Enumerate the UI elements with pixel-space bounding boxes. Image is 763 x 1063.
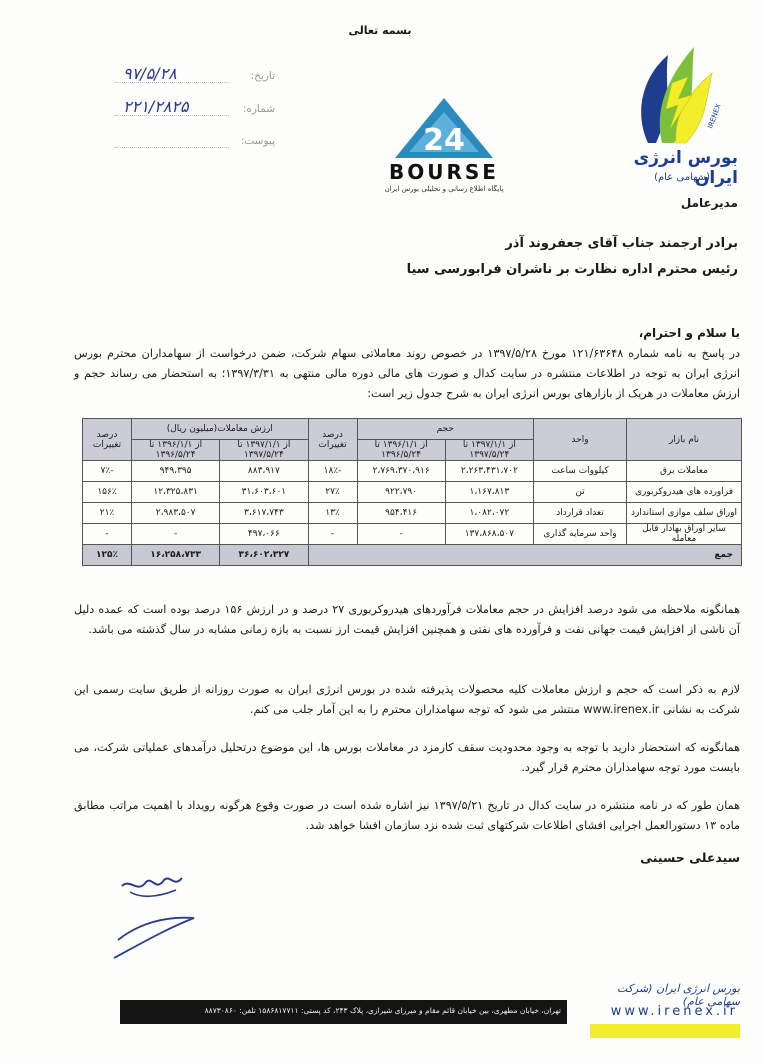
- cell-value-previous: ۹۴۹،۳۹۵: [132, 461, 220, 482]
- table-row: [83, 461, 742, 482]
- table-header-row: [83, 419, 742, 440]
- bourse-wordmark: BOURSE: [389, 160, 499, 184]
- cell-volume-previous: ۹۲۲،۷۹۰: [357, 482, 445, 503]
- cell-value-previous: -: [132, 524, 220, 545]
- cell-market: معاملات برق: [627, 461, 742, 482]
- attachment-label: پیوست:: [240, 135, 275, 147]
- svg-text:24: 24: [423, 123, 465, 158]
- cell-volume-change: ۲۷٪: [308, 482, 357, 503]
- cell-value-change: -: [83, 524, 132, 545]
- recipient-line-2: رئیس محترم اداره نظارت بر ناشران فرابورسی سیا: [406, 262, 738, 277]
- cell-volume-current: ۲،۲۶۳،۴۳۱،۷۰۲: [445, 461, 533, 482]
- cell-value-current: ۴۹۷،۰۶۶: [220, 524, 308, 545]
- header-volume-previous: از ۱۳۹۶/۱/۱ تا ۱۳۹۶/۵/۲۴: [357, 440, 445, 461]
- number-value: ۲۲۱/۲۸۲۵: [123, 97, 189, 116]
- cell-volume-change: -: [308, 524, 357, 545]
- cell-volume-previous: ۲،۷۶۹،۳۷۰،۹۱۶: [357, 461, 445, 482]
- header-volume-group: حجم: [357, 419, 534, 440]
- cell-value-previous: ۲،۹۸۳،۵۰۷: [132, 503, 220, 524]
- handwritten-signature: [90, 868, 200, 978]
- cell-total-value-previous: ۱۶،۲۵۸،۷۳۳: [132, 545, 220, 566]
- footer-yellow-stripe: [590, 1024, 740, 1038]
- cell-value-current: ۳۱،۶۰۳،۶۰۱: [220, 482, 308, 503]
- header-value-current: از ۱۳۹۷/۱/۱ تا ۱۳۹۷/۵/۲۴: [220, 440, 308, 461]
- attachment-row: [115, 135, 275, 155]
- cell-total-value-current: ۳۶،۶۰۲،۳۲۷: [220, 545, 308, 566]
- footer-url: www.irenex.ir: [610, 1004, 738, 1019]
- cell-value-previous: ۱۲،۳۲۵،۸۳۱: [132, 482, 220, 503]
- paragraph-3: همانگونه که استحضار دارید با توجه به وجود محدودیت سقف کارمزد در معاملات بورس ها، این موضوع درتحلیل درآمدهای عملیاتی شرکت، می بایست مورد توجه سهامداران محترم قرار گیرد.: [74, 741, 740, 774]
- header-value-change: درصد تغییرات: [83, 419, 132, 461]
- cell-value-change: ۲۱٪: [83, 503, 132, 524]
- irenex-name: بورس انرژی ایران: [633, 148, 738, 188]
- header-value-previous: از ۱۳۹۶/۱/۱ تا ۱۳۹۶/۵/۲۴: [132, 440, 220, 461]
- cell-total-value-change: ۱۲۵٪: [83, 545, 132, 566]
- cell-volume-previous: ۹۵۴،۴۱۶: [357, 503, 445, 524]
- header-market: نام بازار: [627, 419, 742, 461]
- cell-unit: تعداد قرارداد: [534, 503, 627, 524]
- cell-volume-change: -۱۸٪: [308, 461, 357, 482]
- number-label: شماره:: [242, 103, 275, 115]
- footer-address-bar: [120, 1000, 567, 1024]
- table-total-row: [83, 545, 742, 566]
- basmala: بسمه تعالی: [348, 24, 412, 37]
- table-row: [83, 524, 742, 545]
- cell-total-label: جمع: [308, 545, 742, 566]
- table-row: [83, 503, 742, 524]
- cell-value-change: -۷٪: [83, 461, 132, 482]
- cell-market: سایر اوراق بهادار قابل معامله: [627, 524, 742, 545]
- cell-market: فراورده های هیدروکربوری: [627, 482, 742, 503]
- cell-volume-change: ۱۳٪: [308, 503, 357, 524]
- cell-volume-current: ۱،۰۸۲،۰۷۲: [445, 503, 533, 524]
- cell-unit: کیلووات ساعت: [534, 461, 627, 482]
- cell-volume-current: ۱،۱۶۷،۸۱۳: [445, 482, 533, 503]
- ceo-title: مدیرعامل: [680, 196, 738, 210]
- attachment-line: [115, 147, 229, 148]
- cell-market: اوراق سلف موازی استاندارد: [627, 503, 742, 524]
- cell-volume-current: ۱۳۷،۸۶۸،۵۰۷: [445, 524, 533, 545]
- recipient-line-1: برادر ارجمند جناب آقای جعفروند آذر: [505, 236, 738, 251]
- salutation: با سلام و احترام،: [638, 326, 740, 340]
- bourse-tagline: پایگاه اطلاع رسانی و تحلیلی بورس ایران: [384, 185, 504, 193]
- trading-table: [82, 418, 742, 566]
- header-unit: واحد: [534, 419, 627, 461]
- irenex-subtitle: (سهامی عام): [654, 172, 710, 183]
- table-row: [83, 482, 742, 503]
- number-row: [115, 97, 275, 123]
- paragraph-1: همانگونه ملاحظه می شود درصد افزایش در حجم معاملات فرآوردهای هیدروکربوری ۲۷ درصد و در ارزش ۱۵۶ درصد بوده است که عمده دلیل آن ناشی از افزایش قیمت جهانی نفت و فرآورده های نفتی و همچنین افزایش قیمت ارز نسبت به بازه زمانی مشابه در سال گذشته می باشد.: [74, 603, 740, 636]
- cell-volume-previous: -: [357, 524, 445, 545]
- irenex-side-text: IRENEX: [706, 102, 723, 130]
- date-value: ۹۷/۵/۲۸: [123, 64, 177, 83]
- cell-value-current: ۳،۶۱۷،۷۴۳: [220, 503, 308, 524]
- date-row: [115, 64, 275, 90]
- cell-unit: تن: [534, 482, 627, 503]
- footer-address: تهران، خیابان مطهری، بین خیابان قائم مقام و میرزای شیرازی، پلاک ۲۴۳، کد پستی: ۱۵۸۶۸۱۷۷۱۱ تلفن: ۸۸۷۳۰۸۶۰: [204, 1006, 561, 1015]
- header-volume-change: درصد تغییرات: [308, 419, 357, 461]
- intro-paragraph: در پاسخ به نامه شماره ۱۲۱/۶۳۶۴۸ مورخ ۱۳۹۷/۵/۲۸ در خصوص روند معاملاتی سهام شرکت، ضمن درخواست از سهامداران محترم بورس انرژی ایران به توجه در اطلاعات منتشره در سایت کدال و صورت های مالی دوره مالی منتهی به ۱۳۹۷/۳/۳۱؛ به استحضار می رساند حجم و ارزش معاملات در هریک از بازارهای بورس انرژی ایران به شرح جدول زیر است:: [74, 347, 740, 400]
- paragraph-2: لازم به ذکر است که حجم و ارزش معاملات کلیه محصولات پذیرفته شده در بورس انرژی ایران به صورت روزانه از طریق سایت رسمی این شرکت به نشانی www.irenex.ir منتشر می شود که توجه سهامداران محترم را به این آمار جلب می کنم.: [74, 683, 740, 716]
- signer-name: سیدعلی حسینی: [640, 850, 740, 865]
- cell-unit: واحد سرمایه گذاری: [534, 524, 627, 545]
- irenex-flame-logo: [628, 25, 723, 155]
- cell-value-current: ۸۸۳،۹۱۷: [220, 461, 308, 482]
- cell-value-change: ۱۵۶٪: [83, 482, 132, 503]
- paragraph-4: همان طور که در نامه منتشره در سایت کدال در تاریخ ۱۳۹۷/۵/۲۱ نیز اشاره شده است در صورت وقوع هرگونه رویداد با اهمیت مراتب مطابق ماده ۱۳ دستورالعمل اجرایی افشای اطلاعات شرکتهای ثبت شده نزد سازمان افشا خواهد شد.: [74, 799, 740, 832]
- header-volume-current: از ۱۳۹۷/۱/۱ تا ۱۳۹۷/۵/۲۴: [445, 440, 533, 461]
- header-value-group: ارزش معاملات(میلیون ریال): [132, 419, 309, 440]
- footer-brand: بورس انرژی ایران (شرکت سهامی عام): [616, 982, 740, 1008]
- date-label: تاریخ:: [250, 70, 275, 82]
